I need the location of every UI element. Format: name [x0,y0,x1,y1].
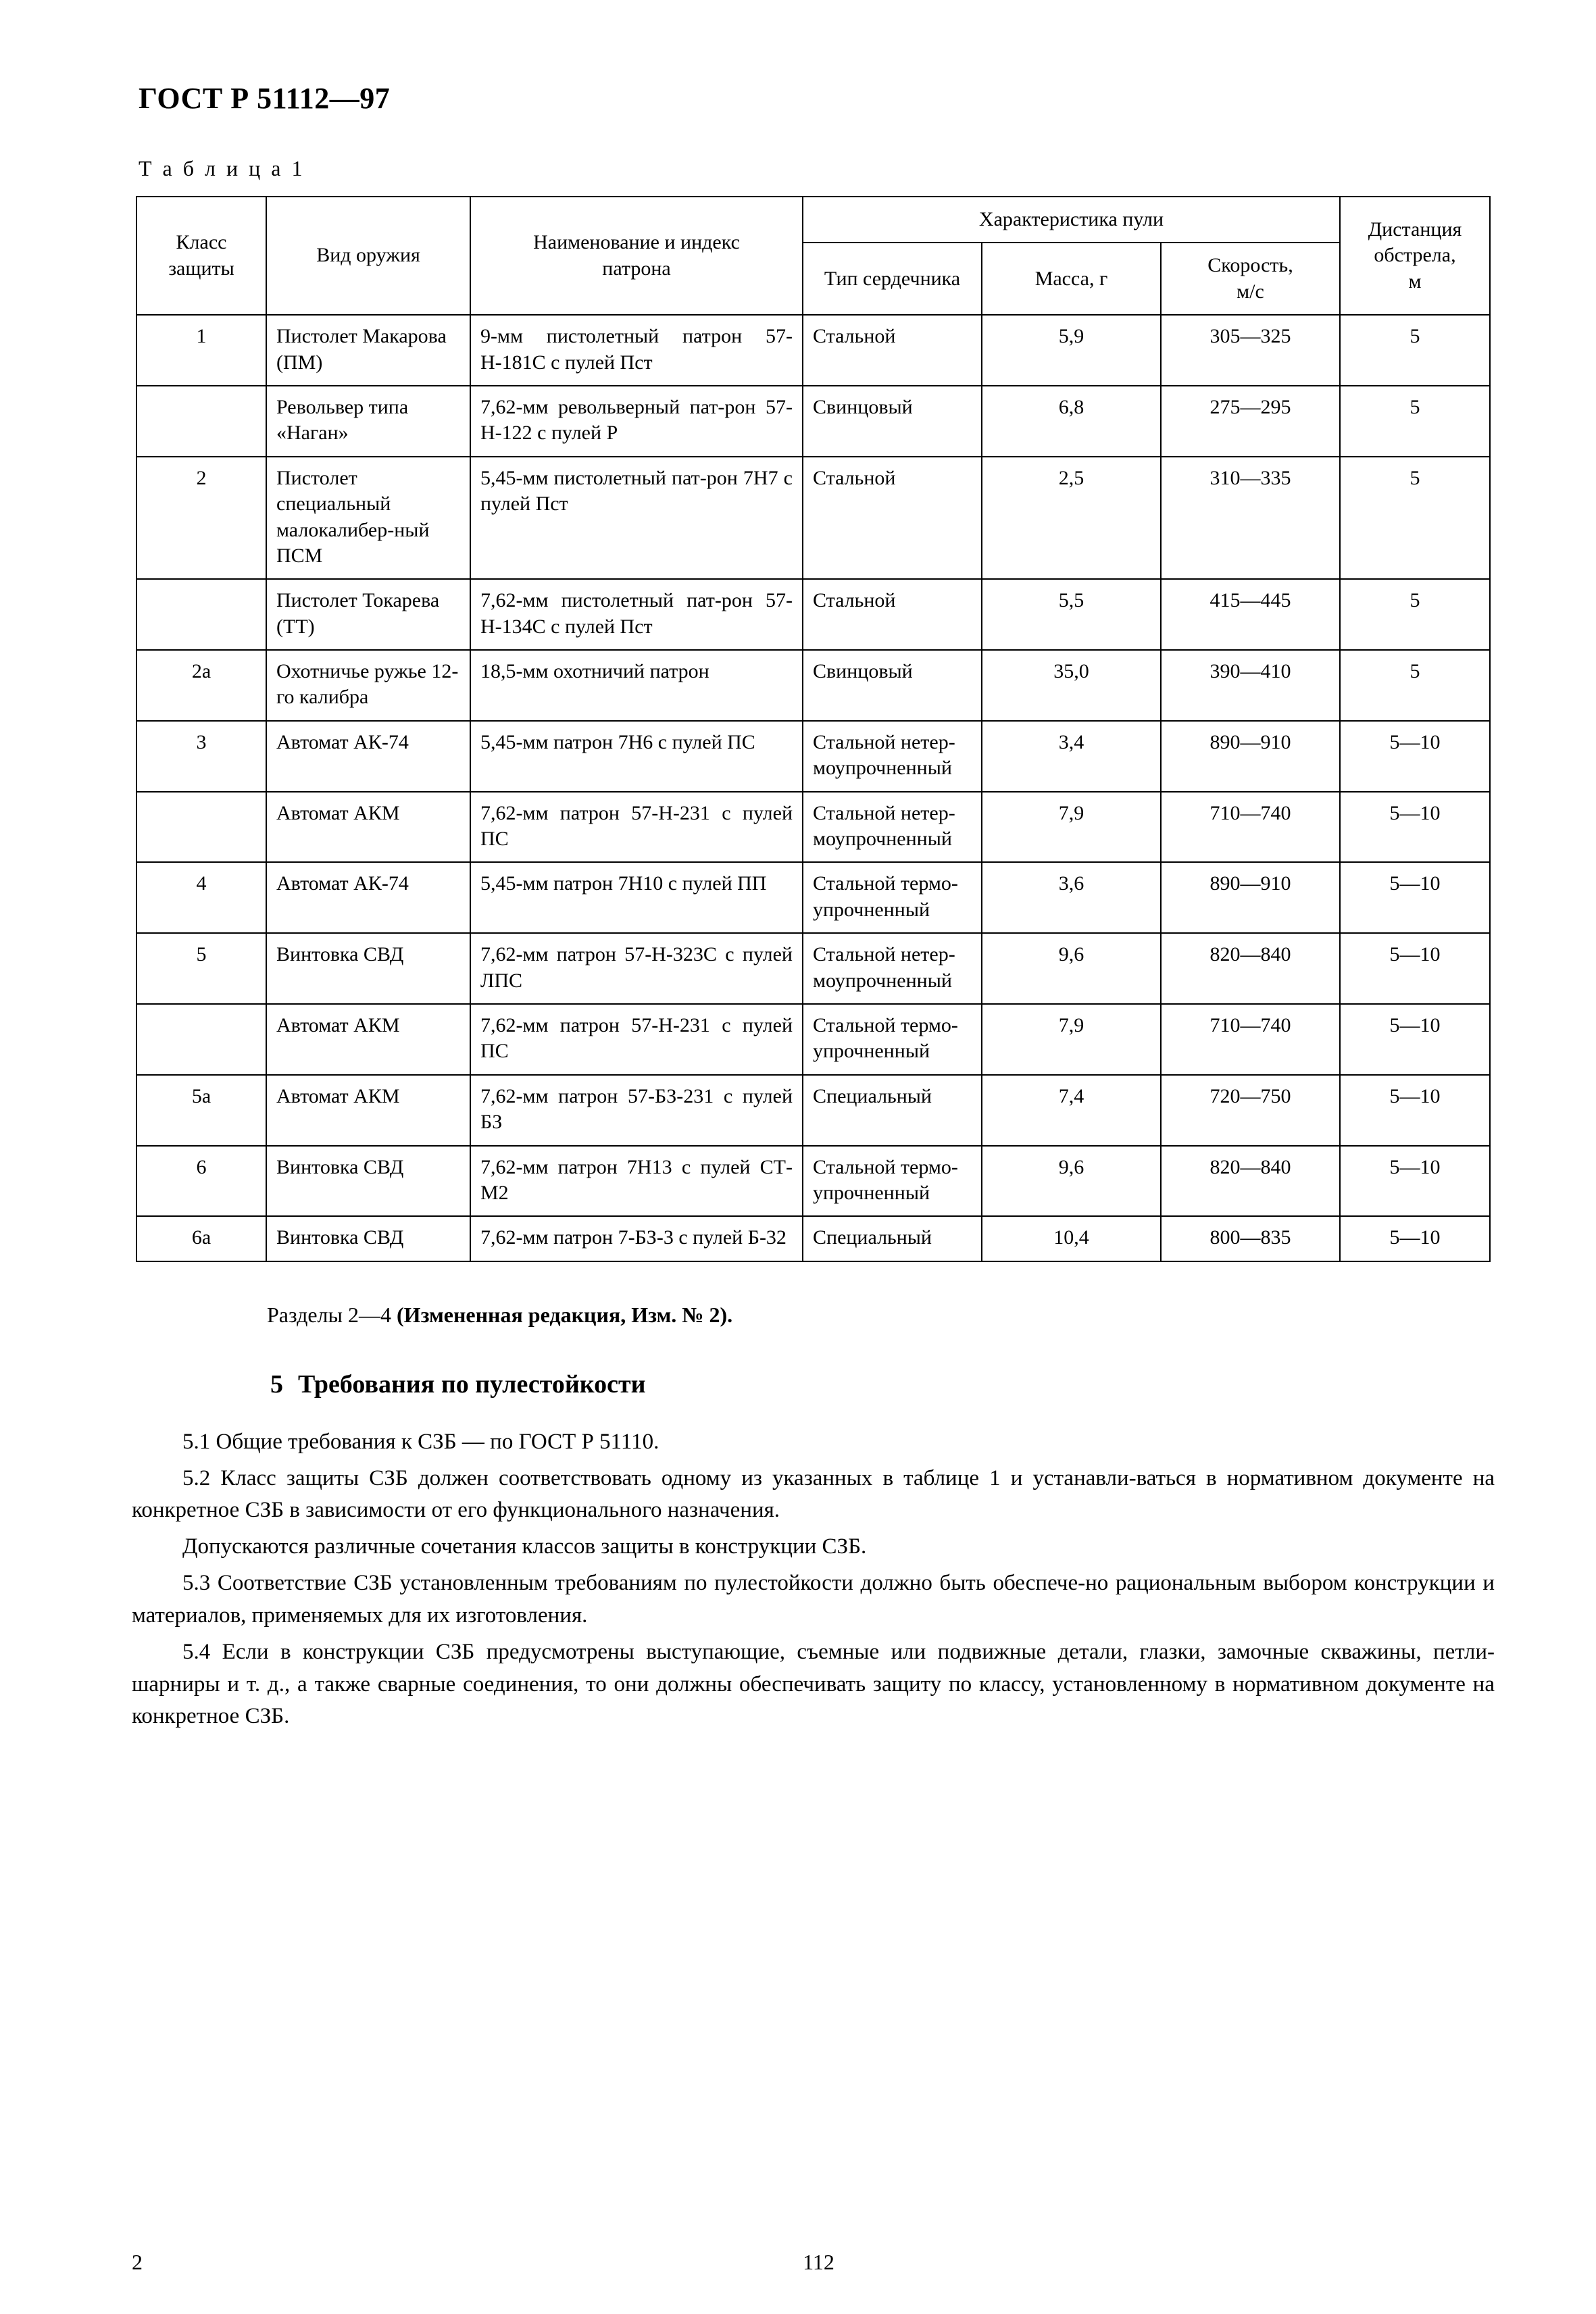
table-row [136,1216,1490,1261]
page-footer [132,2250,1495,2275]
cell-core-type: Стальной термо-упрочненный [803,1004,982,1075]
cell-weapon: Автомат АК-74 [266,862,470,933]
col-header-distance [1340,197,1490,315]
col-header-core-type: Тип сердечника [803,243,982,315]
cell-core-type: Специальный [803,1216,982,1261]
cell-mass: 9,6 [982,933,1161,1004]
col-header-mass: Масса, г [982,243,1161,315]
body-paragraph: 5.4 Если в конструкции СЗБ предусмотрены выступающие, съемные или подвижные детали, глазки, замочные скважины, петли-шарниры и т. д., а также сварные соединения, то они должны обеспечивать защиту по классу, установленному в нормативном документе на конкретное СЗБ. [132,1639,1495,1729]
cell-weapon: Автомат АКМ [266,792,470,863]
body-paragraph: 5.2 Класс защиты СЗБ должен соответствовать одному из указанных в таблице 1 и устанавли-ваться в нормативном документе на конкретное СЗБ в зависимости от его функционального назначения. [132,1465,1495,1523]
cell-weapon: Автомат АКМ [266,1075,470,1146]
cell-cartridge: 5,45-мм патрон 7Н6 с пулей ПС [470,721,803,792]
cell-class [136,792,266,863]
col-header-distance-line3: м [1408,270,1422,293]
cell-core-type: Стальной термо-упрочненный [803,1146,982,1217]
revision-note-plain: Разделы 2—4 [267,1302,397,1327]
cell-weapon: Автомат АКМ [266,1004,470,1075]
cell-speed: 275—295 [1161,386,1340,457]
col-header-distance-line2: обстрела, [1374,244,1456,267]
revision-note-bold: (Измененная редакция, Изм. № 2). [397,1302,733,1327]
cell-distance: 5—10 [1340,1075,1490,1146]
col-header-weapon: Вид оружия [266,197,470,315]
cell-mass: 5,5 [982,579,1161,650]
cell-distance: 5—10 [1340,792,1490,863]
cell-mass: 2,5 [982,457,1161,580]
col-header-cartridge [470,197,803,315]
table-body [136,315,1490,1261]
cell-speed: 890—910 [1161,721,1340,792]
cell-speed: 800—835 [1161,1216,1340,1261]
cell-weapon: Винтовка СВД [266,1146,470,1217]
col-header-cartridge-line2: патрона [602,257,671,280]
cell-distance: 5 [1340,650,1490,721]
cell-speed: 820—840 [1161,933,1340,1004]
cell-mass: 5,9 [982,315,1161,386]
cell-mass: 7,9 [982,792,1161,863]
page-number-center: 112 [803,2250,834,2274]
cell-class: 1 [136,315,266,386]
table-row [136,721,1490,792]
cell-weapon: Пистолет специальный малокалибер-ный ПСМ [266,457,470,580]
cell-weapon: Винтовка СВД [266,1216,470,1261]
cell-core-type: Стальной нетер-моупрочненный [803,933,982,1004]
cell-cartridge: 7,62-мм патрон 57-Н-231 с пулей ПС [470,1004,803,1075]
cell-core-type: Свинцовый [803,650,982,721]
cell-weapon: Револьвер типа «Наган» [266,386,470,457]
col-header-class-line2: защиты [168,257,234,280]
cell-mass: 7,9 [982,1004,1161,1075]
cell-class [136,386,266,457]
col-header-class-line1: Класс [176,231,227,254]
cell-class: 5 [136,933,266,1004]
cell-class: 3 [136,721,266,792]
cell-speed: 310—335 [1161,457,1340,580]
section-title: Требования по пулестойкости [298,1369,646,1399]
cell-cartridge: 7,62-мм патрон 57-Н-323С с пулей ЛПС [470,933,803,1004]
cell-distance: 5 [1340,315,1490,386]
col-header-cartridge-line1: Наименование и индекс [533,231,740,254]
cell-distance: 5—10 [1340,1146,1490,1217]
table-row [136,1004,1490,1075]
cell-cartridge: 7,62-мм пистолетный пат-рон 57-Н-134С с пулей Пст [470,579,803,650]
cell-mass: 3,4 [982,721,1161,792]
cell-distance: 5 [1340,386,1490,457]
body-paragraph: Допускаются различные сочетания классов защиты в конструкции СЗБ. [182,1534,867,1559]
cell-cartridge: 7,62-мм патрон 57-Н-231 с пулей ПС [470,792,803,863]
table-row [136,862,1490,933]
table-row [136,315,1490,386]
page-number-left: 2 [132,2250,143,2274]
cell-mass: 10,4 [982,1216,1161,1261]
standard-header: ГОСТ Р 51112—97 [139,82,391,115]
body-paragraph: 5.3 Соответствие СЗБ установленным требованиям по пулестойкости должно быть обеспече-но рациональным выбором конструкции и материалов, применяемых для их изготовления. [132,1571,1495,1628]
cell-cartridge: 7,62-мм патрон 7Н13 с пулей СТ-М2 [470,1146,803,1217]
cell-speed: 890—910 [1161,862,1340,933]
cell-weapon: Пистолет Токарева (ТТ) [266,579,470,650]
col-header-speed [1161,243,1340,315]
section-heading [270,1369,1495,1399]
cell-distance: 5 [1340,457,1490,580]
cell-speed: 710—740 [1161,792,1340,863]
table-row [136,933,1490,1004]
body-paragraph: 5.1 Общие требования к СЗБ — по ГОСТ Р 51110. [182,1429,659,1454]
cell-core-type: Свинцовый [803,386,982,457]
cell-core-type: Специальный [803,1075,982,1146]
cell-cartridge: 7,62-мм револьверный пат-рон 57-Н-122 с пулей Р [470,386,803,457]
cell-speed: 820—840 [1161,1146,1340,1217]
cell-cartridge: 5,45-мм патрон 7Н10 с пулей ПП [470,862,803,933]
cell-core-type: Стальной [803,457,982,580]
cell-core-type: Стальной [803,579,982,650]
cell-core-type: Стальной термо-упрочненный [803,862,982,933]
table-row [136,579,1490,650]
col-header-bullet-group: Характеристика пули [803,197,1340,243]
cell-cartridge: 18,5-мм охотничий патрон [470,650,803,721]
revision-note [267,1303,1495,1328]
cell-cartridge: 9-мм пистолетный патрон 57-Н-181С с пулей Пст [470,315,803,386]
cell-weapon: Винтовка СВД [266,933,470,1004]
cell-cartridge: 7,62-мм патрон 57-БЗ-231 с пулей БЗ [470,1075,803,1146]
cell-class [136,1004,266,1075]
cell-class: 4 [136,862,266,933]
table-row [136,792,1490,863]
cell-mass: 35,0 [982,650,1161,721]
cell-weapon: Пистолет Макарова (ПМ) [266,315,470,386]
cell-core-type: Стальной нетер-моупрочненный [803,792,982,863]
cell-class: 2а [136,650,266,721]
cell-mass: 3,6 [982,862,1161,933]
table-row [136,1075,1490,1146]
cell-speed: 305—325 [1161,315,1340,386]
table-row [136,650,1490,721]
table-caption: Т а б л и ц а 1 [139,156,305,180]
cell-cartridge: 7,62-мм патрон 7-БЗ-3 с пулей Б-32 [470,1216,803,1261]
col-header-speed-line2: м/с [1237,280,1264,303]
cell-mass: 9,6 [982,1146,1161,1217]
cell-speed: 390—410 [1161,650,1340,721]
cell-distance: 5—10 [1340,721,1490,792]
cell-speed: 720—750 [1161,1075,1340,1146]
cell-distance: 5—10 [1340,1216,1490,1261]
col-header-speed-line1: Скорость, [1207,254,1293,277]
cell-weapon: Охотничье ружье 12-го калибра [266,650,470,721]
table-row [136,386,1490,457]
cell-class: 6а [136,1216,266,1261]
cell-cartridge: 5,45-мм пистолетный пат-рон 7Н7 с пулей Пст [470,457,803,580]
col-header-distance-line1: Дистанция [1368,218,1462,241]
section-number: 5 [270,1369,283,1399]
cell-weapon: Автомат АК-74 [266,721,470,792]
table-row [136,457,1490,580]
cell-class [136,579,266,650]
cell-distance: 5 [1340,579,1490,650]
cell-distance: 5—10 [1340,1004,1490,1075]
cell-core-type: Стальной нетер-моупрочненный [803,721,982,792]
cell-speed: 415—445 [1161,579,1340,650]
cell-distance: 5—10 [1340,933,1490,1004]
section-body [132,1426,1495,1734]
cell-class: 5а [136,1075,266,1146]
cell-speed: 710—740 [1161,1004,1340,1075]
cell-core-type: Стальной [803,315,982,386]
table-header-row-1 [136,197,1490,243]
cell-mass: 6,8 [982,386,1161,457]
table-row [136,1146,1490,1217]
table-head [136,197,1490,315]
protection-class-table [136,196,1491,1262]
cell-class: 2 [136,457,266,580]
col-header-class [136,197,266,315]
cell-distance: 5—10 [1340,862,1490,933]
cell-class: 6 [136,1146,266,1217]
cell-mass: 7,4 [982,1075,1161,1146]
